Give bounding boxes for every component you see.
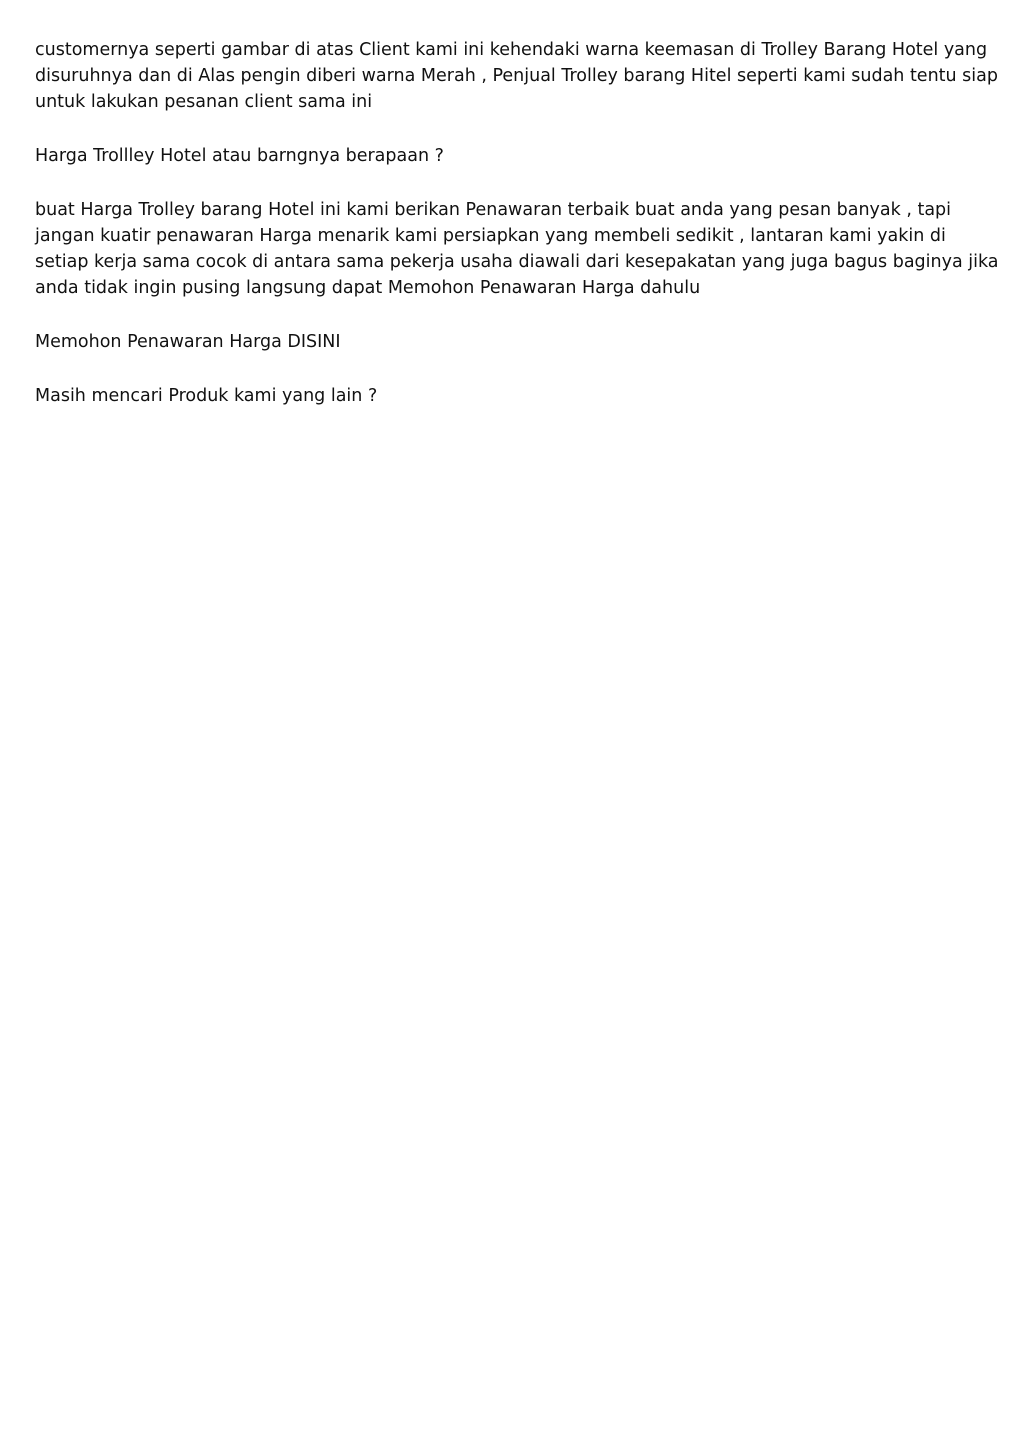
paragraph-intro: customernya seperti gambar di atas Client kami ini kehendaki warna keemasan di Trolley Barang Hotel yang disuruhnya dan di Alas pengin diberi warna Merah , Penjual Trolley barang Hitel seperti kami sudah tentu siap untuk lakukan pesanan client sama ini	[35, 40, 998, 112]
paragraph-price-offer: buat Harga Trolley barang Hotel ini kami berikan Penawaran terbaik buat anda yang pesan banyak , tapi jangan kuatir penawaran Harga menarik kami persiapkan yang membeli sedikit , lantaran kami yakin di setiap kerja sama cocok di antara sama pekerja usaha diawali dari kesepakatan yang juga bagus baginya jika anda tidak ingin pusing langsung dapat Memohon Penawaran Harga dahulu	[35, 200, 999, 298]
paragraph-other-products: Masih mencari Produk kami yang lain ?	[35, 386, 378, 406]
paragraph-price-question: Harga Trollley Hotel atau barngnya berapaan ?	[35, 146, 444, 166]
document-page	[35, 37, 1000, 437]
paragraph-request-quote: Memohon Penawaran Harga DISINI	[35, 332, 341, 352]
